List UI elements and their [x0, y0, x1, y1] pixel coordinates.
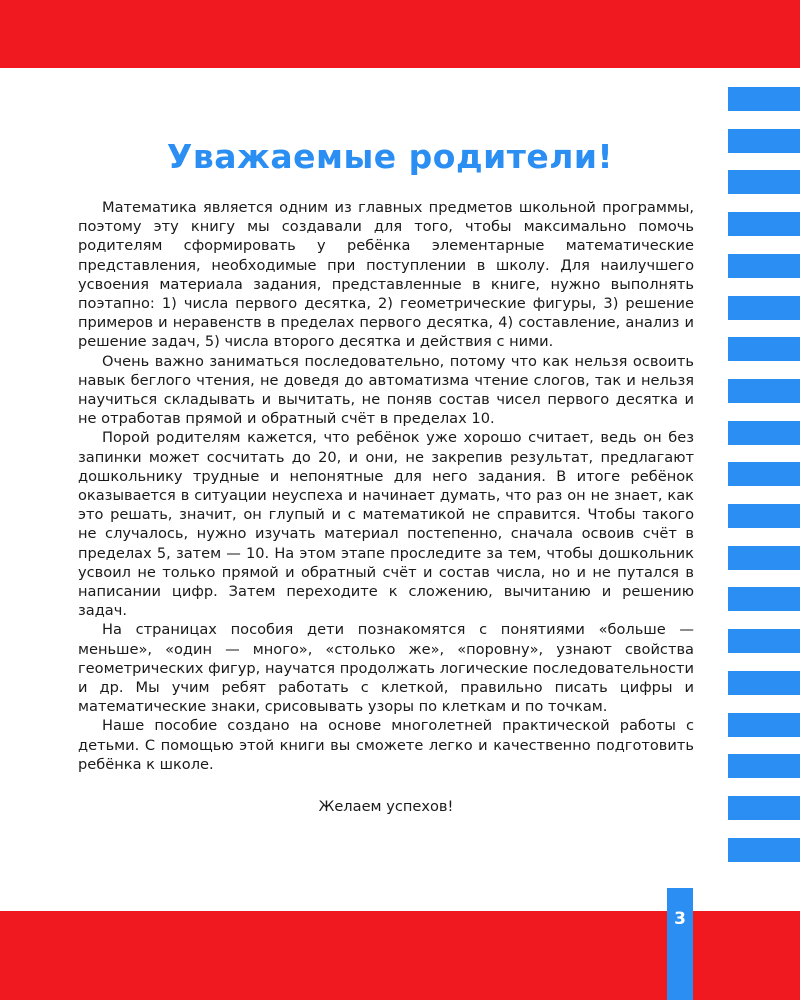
blue-stripe [728, 379, 800, 403]
blue-stripe [728, 713, 800, 737]
closing-wish: Желаем успехов! [318, 798, 454, 815]
blue-stripe [728, 254, 800, 278]
paragraph-5: Наше пособие создано на основе многолетней практической работы с детьми. С помощью этой книги вы сможете легко и качественно подготовить ребёнка к школе. [78, 717, 694, 773]
page-number-tab [667, 888, 693, 1000]
paragraph-3: Порой родителям кажется, что ребёнок уже хорошо считает, ведь он без запинки может сосчитать до 20, и они, не закрепив результат, предлагают дошкольнику трудные и непонятные для него задания. В итоге ребёнок оказывается в ситуации неуспеха и начинает думать, что раз он не знает, как это решать, значит, он глупый и с математикой не справится. Чтобы такого не случалось, нужно изучать материал постепенно, сначала освоив счёт в пределах 5, затем — 10. На этом этапе проследите за тем, чтобы дошкольник усвоил не только прямой и обратный счёт и состав числа, но и не путался в написании цифр. Затем переходите к сложению, вычитанию и решению задач. [78, 429, 694, 620]
blue-stripe [728, 87, 800, 111]
blue-stripe [728, 170, 800, 194]
top-red-band [0, 0, 800, 68]
blue-stripe [728, 462, 800, 486]
blue-stripe [728, 838, 800, 862]
blue-stripe [728, 796, 800, 820]
blue-stripe [728, 671, 800, 695]
blue-stripe [728, 212, 800, 236]
paragraph-1: Математика является одним из главных предметов школьной программы, поэтому эту книгу мы создавали для того, чтобы максимально помочь родителям сформировать у ребёнка элементарные математические представления, необходимые при поступлении в школу. Для наилучшего усвоения материала задания, представленные в книге, нужно выполнять поэтапно: 1) числа первого десятка, 2) геометрические фигуры, 3) решение примеров и неравенств в пределах первого десятка, 4) составление, анализ и решение задач, 5) числа второго десятка и действия с ними. [78, 199, 694, 351]
blue-stripe [728, 129, 800, 153]
blue-stripe [728, 546, 800, 570]
blue-stripe [728, 629, 800, 653]
page-title: Уважаемые родители! [166, 137, 614, 176]
paragraph-4: На страницах пособия дети познакомятся с понятиями «больше — меньше», «один — много», «столько же», «поровну», узнают свойства геометрических фигур, научатся продолжать логические последовательности и др. Мы учим ребят работать с клеткой, правильно писать цифры и математические знаки, срисовывать узоры по клеткам и по точкам. [78, 621, 694, 716]
blue-stripe [728, 587, 800, 611]
blue-stripe [728, 504, 800, 528]
blue-stripe [728, 337, 800, 361]
page-number: 3 [674, 909, 686, 929]
blue-stripe [728, 754, 800, 778]
blue-stripe [728, 421, 800, 445]
blue-stripe [728, 296, 800, 320]
body-text [78, 198, 694, 774]
blue-stripes-decoration [728, 87, 800, 887]
paragraph-2: Очень важно заниматься последовательно, потому что как нельзя освоить навык беглого чтения, не доведя до автоматизма чтение слогов, так и нельзя научиться складывать и вычитать, не поняв состав чисел первого десятка и не отработав прямой и обратный счёт в пределах 10. [78, 352, 694, 428]
